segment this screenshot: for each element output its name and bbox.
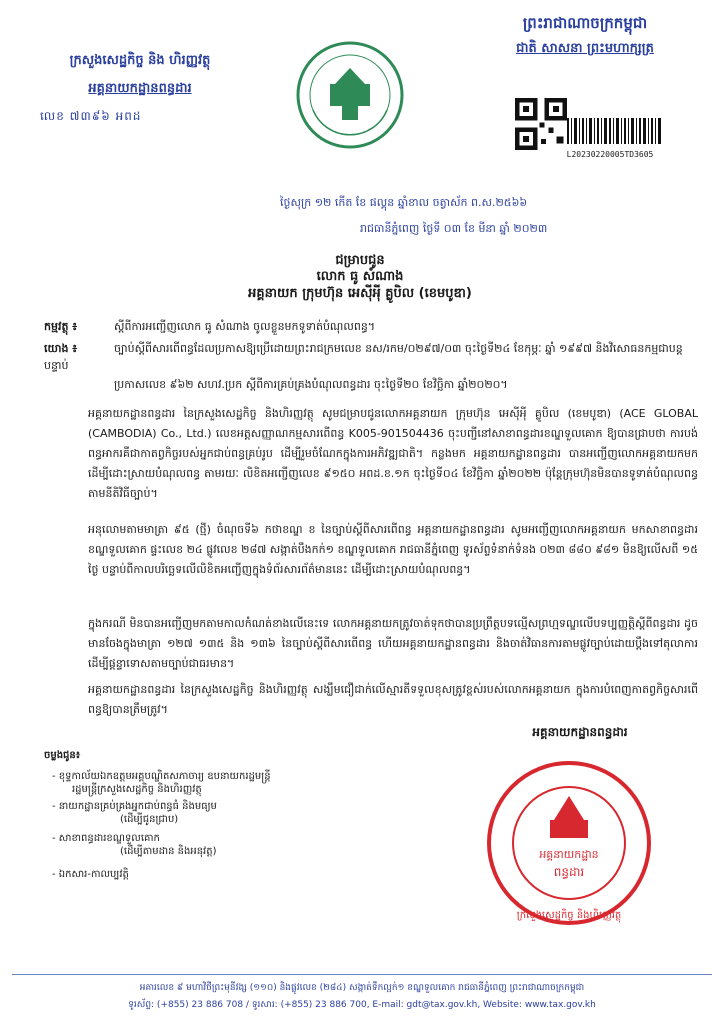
footer-divider <box>12 974 712 975</box>
ministry-name: ក្រសួងសេដ្ឋកិច្ច និង ហិរញ្ញវត្ថុ <box>69 53 211 68</box>
reference-label: យោង ៖ <box>44 342 78 355</box>
cc-heading: ចម្លងជូន៖ <box>44 750 81 761</box>
body-paragraph-1: អគ្គនាយកដ្ឋានពន្ធដារ នៃក្រសួងសេដ្ឋកិច្ច និងហិរញ្ញវត្ថុ សូមជម្រាបជូនលោកអគ្គនាយក ក្រុមហ៊ុន អេសុីអុី គ្លូបិល (ខេមបូឌា) (ACE GLOBAL (CAMBODIA) Co., Ltd.) លេខអត្តសញ្ញាណកម្មសារពើពន្ធ K005-901504436 ចុះបញ្ជីនៅសាខាពន្ធដារខណ្ឌទួលគោក ឱ្យបានជ្រាបថា ការបង់ពន្ធអាករគឺជាកាតព្វកិច្ចរបស់អ្នកជាប់ពន្ធគ្រប់រូប ដើម្បីរួមចំណែកក្នុងការអភិវឌ្ឍជាតិ។ កន្លងមក អគ្គនាយកដ្ឋានពន្ធដារ បានអញ្ជើញលោកអគ្គនាយកមកដើម្បីដោះស្រាយបំណុលពន្ធ តាមរយៈ លិខិតអញ្ជើញលេខ ៩១៥០ អពដ.ខ.១ក ចុះថ្ងៃទី០៤ ខែវិច្ឆិកា ឆ្នាំ២០២២ ប៉ុន្តែក្រុមហ៊ុនមិនបានទូទាត់បំណុលពន្ធតាមនីតិវិធីច្បាប់។ <box>88 407 698 500</box>
cc-item: - សាខាពន្ធដារខណ្ឌទួលគោក <box>52 833 160 844</box>
seal-outer-text: ក្រសួងសេដ្ឋកិច្ច និងហិរញ្ញវត្ថុ <box>516 910 622 921</box>
reference-item-1: ច្បាប់ស្តីពីសារពើពន្ធដែលប្រកាសឱ្យប្រើដោយព្រះរាជក្រមលេខ នស/រកម/០២៩៧/០៣ ចុះថ្ងៃទី២៤ ខែកុម្ភៈ ឆ្នាំ ១៩៩៧ និងវិសោធនកម្មជាបន្តបន្ទាប់ <box>44 342 683 372</box>
reference-number: លេខ ៧៣៩៦ អពដ <box>40 109 142 123</box>
cc-item: រដ្ឋមន្ត្រីក្រសួងសេដ្ឋកិច្ច និងហិរញ្ញវត្ថុ <box>72 784 202 795</box>
qr-code-icon <box>515 98 567 150</box>
footer-contact: ទូរស័ព្ទ: (+855) 23 886 708 / ទូរសារ: (+855) 23 886 700, E-mail: gdt@tax.gov.kh, Website: www.tax.gov.kh <box>128 1000 596 1010</box>
body-paragraph-4: អគ្គនាយកដ្ឋានពន្ធដារ នៃក្រសួងសេដ្ឋកិច្ច និងហិរញ្ញវត្ថុ សង្ឃឹមជឿជាក់លើស្មារតីទទួលខុសត្រូវខ្ពស់របស់លោកអគ្គនាយក ក្នុងការបំពេញកាតព្វកិច្ចសារពើពន្ធឱ្យបានត្រឹមត្រូវ។ <box>88 683 698 716</box>
lunar-date: ថ្ងៃសុក្រ ១២ កើត ខែ ផល្គុន ឆ្នាំខាល ចត្វាស័ក ព.ស.២៥៦៦ <box>280 196 528 209</box>
reference-item-2: ប្រកាសលេខ ៩៦២ សហវ.ប្រក ស្តីពីការគ្រប់គ្រងបំណុលពន្ធដារ ចុះថ្ងៃទី២០ ខែវិច្ឆិកា ឆ្នាំ២០២០។ <box>114 378 508 391</box>
cc-item: (ដើម្បីជូនជ្រាប) <box>120 814 179 825</box>
cc-item: - នាយកដ្ឋានគ្រប់គ្រងអ្នកជាប់ពន្ធធំ និងមធ្យម <box>52 801 217 812</box>
body-paragraph-2: អនុលោមតាមមាត្រា ៩៥ (ថ្មី) ចំណុចទី៦ កថាខណ្ឌ ខ នៃច្បាប់ស្តីពីសារពើពន្ធ អគ្គនាយកដ្ឋានពន្ធដារ សូមអញ្ជើញលោកអគ្គនាយក មកសាខាពន្ធដារខណ្ឌទួលគោក ផ្ទះលេខ ២៤ ផ្លូវលេខ ២៨៧ សង្កាត់បឹងកក់១ ខណ្ឌទួលគោក រាជធានីភ្នំពេញ ទូរស័ព្ទទំនាក់ទំនង ០២៣ ៨៨០ ៩៨១ មិនឱ្យលើសពី ១៥ ថ្ងៃ បន្ទាប់ពីកាលបរិច្ឆេទលើលិខិតអញ្ជើញក្នុងទំព័រសារព័ត៌មាននេះ ដើម្បីដោះស្រាយបំណុលពន្ធ។ <box>88 523 698 576</box>
cc-item: - ខុទ្ទកាល័យឯកឧត្តមអគ្គបណ្ឌិតសភាចារ្យ ឧបនាយករដ្ឋមន្ត្រី <box>52 771 271 782</box>
recipient-name: លោក ធូ សំណាង <box>316 269 404 284</box>
subject-row <box>44 318 694 335</box>
cc-item: (ដើម្បីតាមដាន និងអនុវត្ត) <box>120 846 217 857</box>
body-paragraph-3: ក្នុងករណី មិនបានអញ្ជើញមកតាមកាលកំណត់ខាងលើនេះទេ លោកអគ្គនាយកត្រូវចាត់ទុកថាបានប្រព្រឹត្តបទល្មើសព្រហ្មទណ្ឌលើបទប្បញ្ញត្តិស្តីពីពន្ធដារ ដូចមានចែងក្នុងមាត្រា ១២៧ ១៣៥ និង ១៣៦ នៃច្បាប់ស្តីពីសារពើពន្ធ ហើយអគ្គនាយកដ្ឋានពន្ធដារ និងចាត់វិធានការតាមផ្លូវច្បាប់ដោយប្តឹងទៅតុលាការដើម្បីផ្តន្ទាទោសតាមច្បាប់ជាធរមាន។ <box>88 617 698 670</box>
subject-text: ស្តីពីការអញ្ជើញលោក ធូ សំណាង ចូលខ្លួនមកទូទាត់បំណុលពន្ធ។ <box>114 320 376 333</box>
barcode-icon <box>565 118 665 144</box>
national-motto: ជាតិ សាសនា ព្រះមហាក្សត្រ <box>516 41 654 56</box>
official-seal-icon <box>484 758 654 928</box>
reference-row <box>44 340 694 374</box>
department-name: អគ្គនាយកដ្ឋានពន្ធដារ <box>88 81 192 96</box>
seal-inner-text-2: ពន្ធដារ <box>553 865 585 879</box>
recipient-role: អគ្គនាយក ក្រុមហ៊ុន អេសុីអុី គ្លូបិល (ខេមបូឌា) <box>248 286 472 301</box>
cc-item: - ឯកសារ-កាលប្បវត្តិ <box>52 869 129 880</box>
subject-label: កម្មវត្ថុ ៖ <box>44 320 78 333</box>
kingdom-title: ព្រះរាជាណាចក្រកម្ពុជា <box>522 14 648 32</box>
solar-date: រាជធានីភ្នំពេញ ថ្ងៃទី ០៣ ខែ មីនា ឆ្នាំ ២០២៣ <box>360 222 548 235</box>
barcode-id: L20230220005TD3605 <box>566 150 654 159</box>
seal-inner-text-1: អគ្គនាយកដ្ឋាន <box>539 848 599 861</box>
gdt-emblem-icon <box>295 40 405 150</box>
footer-address: អគារលេខ ៩ មហាវិថីព្រះមុនីវង្ស (១១០) និងផ្លូវលេខ (២៨៤) សង្កាត់ទឹកល្អក់១ ខណ្ឌទួលគោក រាជធានីភ្នំពេញ ព្រះរាជាណាចក្រកម្ពុជា <box>139 983 585 993</box>
signer-title: អគ្គនាយកដ្ឋានពន្ធដារ <box>532 725 628 739</box>
notice-title: ជម្រាបជូន <box>335 253 385 268</box>
